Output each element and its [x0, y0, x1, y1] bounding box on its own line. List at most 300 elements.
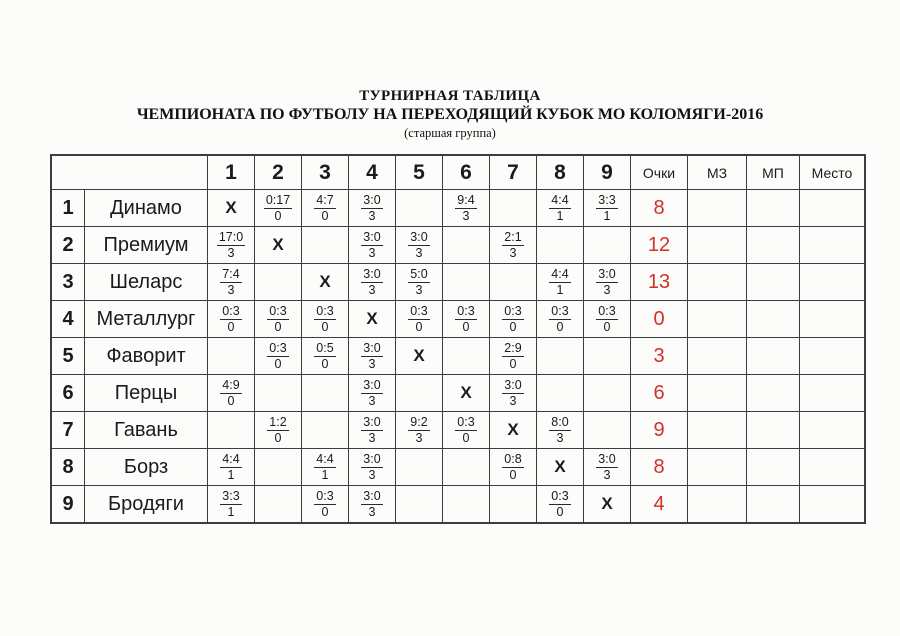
- match-result-cell: [490, 449, 537, 486]
- match-points: 3: [368, 431, 376, 445]
- match-result-cell: [537, 412, 584, 449]
- self-match-cell: [255, 227, 302, 264]
- self-match-mark: X: [272, 235, 284, 254]
- match-score: 0:3: [269, 341, 287, 355]
- match-points: 1: [227, 505, 235, 519]
- match-points: 1: [603, 209, 611, 223]
- match-points: 0: [274, 320, 282, 334]
- match-empty-cell: [396, 375, 443, 412]
- match-score: 3:0: [598, 452, 616, 466]
- match-score: 9:4: [457, 193, 475, 207]
- match-points: 3: [368, 209, 376, 223]
- match-points: 0: [415, 320, 423, 334]
- match-score: 8:0: [551, 415, 569, 429]
- match-result-cell: [537, 301, 584, 338]
- match-empty-cell: [584, 412, 631, 449]
- row-number: 9: [51, 486, 85, 524]
- match-result-cell: [584, 301, 631, 338]
- match-result-cell: [396, 412, 443, 449]
- match-result: [314, 341, 335, 371]
- match-result: [361, 415, 382, 445]
- match-result-cell: [443, 412, 490, 449]
- row-number: 8: [51, 449, 85, 486]
- match-result: [502, 378, 523, 408]
- points-total: 0: [631, 301, 688, 338]
- match-result-cell: [349, 412, 396, 449]
- match-points: 3: [368, 246, 376, 260]
- header-mp: МП: [747, 155, 800, 190]
- match-result-cell: [255, 412, 302, 449]
- match-points: 1: [556, 283, 564, 297]
- match-points: 1: [227, 468, 235, 482]
- match-score: 0:5: [316, 341, 334, 355]
- match-result: [361, 489, 382, 519]
- match-result: [455, 193, 476, 223]
- team-row-7: [51, 412, 865, 449]
- match-score: 0:3: [551, 304, 569, 318]
- match-result-cell: [302, 338, 349, 375]
- match-points: 3: [368, 394, 376, 408]
- match-points: 0: [321, 209, 329, 223]
- match-empty-cell: [255, 375, 302, 412]
- match-result: [314, 452, 335, 482]
- match-result-cell: [396, 227, 443, 264]
- match-result: [314, 304, 335, 334]
- match-result: [549, 415, 570, 445]
- match-score: 0:3: [551, 489, 569, 503]
- match-result: [502, 341, 523, 371]
- team-row-6: [51, 375, 865, 412]
- match-score: 7:4: [222, 267, 240, 281]
- self-match-cell: [537, 449, 584, 486]
- points-total: 8: [631, 449, 688, 486]
- mp-cell: [747, 375, 800, 412]
- match-result-cell: [396, 301, 443, 338]
- row-number: 3: [51, 264, 85, 301]
- header-opponent-4: 4: [349, 155, 396, 190]
- self-match-cell: [443, 375, 490, 412]
- match-score: 0:3: [222, 304, 240, 318]
- match-score: 2:1: [504, 230, 522, 244]
- match-empty-cell: [396, 449, 443, 486]
- match-score: 0:3: [316, 304, 334, 318]
- match-result: [549, 489, 570, 519]
- team-name: Фаворит: [85, 338, 208, 375]
- header-row: [51, 155, 865, 190]
- match-result-cell: [349, 486, 396, 524]
- match-result-cell: [584, 264, 631, 301]
- match-score: 3:0: [504, 378, 522, 392]
- header-opponent-2: 2: [255, 155, 302, 190]
- match-result-cell: [537, 486, 584, 524]
- match-score: 3:3: [222, 489, 240, 503]
- match-score: 3:0: [598, 267, 616, 281]
- page-title: ТУРНИРНАЯ ТАБЛИЦА: [359, 88, 541, 104]
- match-result: [502, 230, 523, 260]
- match-result: [549, 193, 570, 223]
- match-empty-cell: [490, 486, 537, 524]
- match-result: [596, 304, 617, 334]
- match-result-cell: [349, 264, 396, 301]
- match-result-cell: [490, 338, 537, 375]
- table-body: [51, 190, 865, 524]
- mz-cell: [688, 190, 747, 227]
- match-result-cell: [349, 190, 396, 227]
- match-empty-cell: [396, 486, 443, 524]
- points-total: 3: [631, 338, 688, 375]
- row-number: 7: [51, 412, 85, 449]
- team-name: Динамо: [85, 190, 208, 227]
- header-place: Место: [800, 155, 866, 190]
- match-score: 17:0: [218, 230, 244, 244]
- match-result: [361, 341, 382, 371]
- mz-cell: [688, 486, 747, 524]
- match-result-cell: [490, 301, 537, 338]
- match-points: 3: [556, 431, 564, 445]
- self-match-cell: [208, 190, 255, 227]
- match-result: [314, 193, 335, 223]
- match-score: 1:2: [269, 415, 287, 429]
- match-result: [217, 230, 245, 260]
- match-result: [408, 230, 429, 260]
- mz-cell: [688, 375, 747, 412]
- match-result-cell: [349, 227, 396, 264]
- match-score: 0:3: [269, 304, 287, 318]
- match-empty-cell: [584, 375, 631, 412]
- match-result-cell: [584, 190, 631, 227]
- match-result: [220, 378, 241, 408]
- match-score: 3:0: [363, 267, 381, 281]
- match-points: 3: [603, 283, 611, 297]
- match-result-cell: [208, 264, 255, 301]
- match-score: 5:0: [410, 267, 428, 281]
- self-match-cell: [490, 412, 537, 449]
- match-result: [549, 267, 570, 297]
- match-score: 3:0: [363, 193, 381, 207]
- match-score: 3:0: [363, 378, 381, 392]
- match-points: 0: [321, 320, 329, 334]
- points-total: 13: [631, 264, 688, 301]
- match-points: 0: [274, 209, 282, 223]
- match-score: 4:4: [551, 267, 569, 281]
- team-name: Бродяги: [85, 486, 208, 524]
- match-score: 3:0: [363, 415, 381, 429]
- match-points: 0: [321, 357, 329, 371]
- match-result: [267, 415, 288, 445]
- place-cell: [800, 486, 866, 524]
- match-points: 0: [509, 468, 517, 482]
- team-row-2: [51, 227, 865, 264]
- match-points: 3: [368, 357, 376, 371]
- match-result-cell: [302, 449, 349, 486]
- match-points: 3: [368, 283, 376, 297]
- mp-cell: [747, 227, 800, 264]
- match-result: [220, 267, 241, 297]
- match-score: 9:2: [410, 415, 428, 429]
- match-points: 0: [274, 431, 282, 445]
- team-name: Гавань: [85, 412, 208, 449]
- match-points: 0: [509, 357, 517, 371]
- self-match-cell: [302, 264, 349, 301]
- team-name: Борз: [85, 449, 208, 486]
- match-result-cell: [302, 190, 349, 227]
- self-match-mark: X: [460, 383, 472, 402]
- team-row-1: [51, 190, 865, 227]
- match-empty-cell: [443, 264, 490, 301]
- team-name: Перцы: [85, 375, 208, 412]
- match-score: 4:7: [316, 193, 334, 207]
- match-points: 0: [321, 505, 329, 519]
- team-name: Премиум: [85, 227, 208, 264]
- points-total: 8: [631, 190, 688, 227]
- place-cell: [800, 264, 866, 301]
- match-result: [596, 267, 617, 297]
- match-result: [264, 193, 292, 223]
- match-empty-cell: [255, 264, 302, 301]
- match-result: [220, 489, 241, 519]
- match-points: 0: [462, 431, 470, 445]
- points-total: 6: [631, 375, 688, 412]
- match-result-cell: [349, 375, 396, 412]
- match-points: 3: [227, 283, 235, 297]
- match-result-cell: [302, 486, 349, 524]
- header-mz: МЗ: [688, 155, 747, 190]
- match-points: 3: [509, 394, 517, 408]
- page-subtitle: ЧЕМПИОНАТА ПО ФУТБОЛУ НА ПЕРЕХОДЯЩИЙ КУБОК МО КОЛОМЯГИ-2016: [136, 106, 764, 123]
- mz-cell: [688, 227, 747, 264]
- match-result-cell: [255, 338, 302, 375]
- match-score: 3:3: [598, 193, 616, 207]
- place-cell: [800, 338, 866, 375]
- team-row-8: [51, 449, 865, 486]
- mz-cell: [688, 338, 747, 375]
- match-result-cell: [396, 264, 443, 301]
- place-cell: [800, 190, 866, 227]
- match-result: [408, 267, 429, 297]
- match-points: 3: [227, 246, 235, 260]
- match-empty-cell: [302, 227, 349, 264]
- self-match-mark: X: [507, 420, 519, 439]
- match-result: [361, 230, 382, 260]
- match-empty-cell: [255, 449, 302, 486]
- match-result: [220, 304, 241, 334]
- match-empty-cell: [443, 486, 490, 524]
- match-score: 2:9: [504, 341, 522, 355]
- team-row-4: [51, 301, 865, 338]
- match-result: [408, 415, 429, 445]
- match-result-cell: [255, 190, 302, 227]
- match-result-cell: [208, 486, 255, 524]
- mz-cell: [688, 264, 747, 301]
- header-opponent-3: 3: [302, 155, 349, 190]
- mp-cell: [747, 264, 800, 301]
- match-empty-cell: [490, 264, 537, 301]
- team-name: Металлург: [85, 301, 208, 338]
- match-score: 0:3: [410, 304, 428, 318]
- match-points: 0: [227, 320, 235, 334]
- match-result-cell: [349, 338, 396, 375]
- match-result: [549, 304, 570, 334]
- match-points: 3: [603, 468, 611, 482]
- match-empty-cell: [584, 227, 631, 264]
- match-result: [314, 489, 335, 519]
- match-result-cell: [208, 301, 255, 338]
- match-points: 3: [368, 468, 376, 482]
- match-empty-cell: [208, 338, 255, 375]
- match-empty-cell: [396, 190, 443, 227]
- match-points: 0: [462, 320, 470, 334]
- match-score: 4:4: [551, 193, 569, 207]
- self-match-mark: X: [554, 457, 566, 476]
- match-empty-cell: [255, 486, 302, 524]
- header-points: Очки: [631, 155, 688, 190]
- mp-cell: [747, 486, 800, 524]
- header-opponent-7: 7: [490, 155, 537, 190]
- match-result: [455, 304, 476, 334]
- match-result: [267, 304, 288, 334]
- match-score: 3:0: [363, 230, 381, 244]
- match-result: [596, 452, 617, 482]
- match-score: 0:3: [457, 415, 475, 429]
- match-result-cell: [584, 449, 631, 486]
- match-score: 0:8: [504, 452, 522, 466]
- match-points: 0: [556, 505, 564, 519]
- match-score: 3:0: [363, 341, 381, 355]
- match-empty-cell: [302, 412, 349, 449]
- title-block: [0, 0, 900, 141]
- row-number: 6: [51, 375, 85, 412]
- mp-cell: [747, 449, 800, 486]
- team-name: Шеларс: [85, 264, 208, 301]
- match-points: 3: [368, 505, 376, 519]
- team-row-5: [51, 338, 865, 375]
- match-points: 0: [556, 320, 564, 334]
- team-row-9: [51, 486, 865, 524]
- self-match-mark: X: [225, 198, 237, 217]
- match-points: 0: [603, 320, 611, 334]
- match-points: 1: [556, 209, 564, 223]
- points-total: 9: [631, 412, 688, 449]
- place-cell: [800, 301, 866, 338]
- match-points: 3: [415, 246, 423, 260]
- match-score: 0:3: [598, 304, 616, 318]
- match-result: [361, 193, 382, 223]
- match-score: 0:3: [504, 304, 522, 318]
- match-empty-cell: [443, 227, 490, 264]
- match-empty-cell: [537, 227, 584, 264]
- mp-cell: [747, 190, 800, 227]
- match-score: 0:3: [316, 489, 334, 503]
- match-result: [502, 304, 523, 334]
- place-cell: [800, 227, 866, 264]
- self-match-mark: X: [366, 309, 378, 328]
- match-empty-cell: [537, 375, 584, 412]
- page-group-label: (старшая группа): [404, 126, 496, 140]
- match-score: 4:4: [316, 452, 334, 466]
- header-opponent-8: 8: [537, 155, 584, 190]
- header-opponent-9: 9: [584, 155, 631, 190]
- match-score: 3:0: [363, 489, 381, 503]
- place-cell: [800, 412, 866, 449]
- match-result: [361, 452, 382, 482]
- match-result-cell: [443, 190, 490, 227]
- match-points: 3: [509, 246, 517, 260]
- match-points: 3: [415, 283, 423, 297]
- match-score: 0:17: [265, 193, 291, 207]
- place-cell: [800, 449, 866, 486]
- match-result-cell: [490, 227, 537, 264]
- match-empty-cell: [443, 449, 490, 486]
- match-points: 3: [415, 431, 423, 445]
- match-result-cell: [208, 227, 255, 264]
- match-result: [267, 341, 288, 371]
- match-result: [455, 415, 476, 445]
- self-match-mark: X: [601, 494, 613, 513]
- self-match-cell: [584, 486, 631, 524]
- table-header: [51, 155, 865, 190]
- points-total: 4: [631, 486, 688, 524]
- match-result-cell: [349, 449, 396, 486]
- match-result: [361, 267, 382, 297]
- match-score: 3:0: [363, 452, 381, 466]
- row-number: 4: [51, 301, 85, 338]
- row-number: 5: [51, 338, 85, 375]
- self-match-mark: X: [319, 272, 331, 291]
- match-score: 4:4: [222, 452, 240, 466]
- match-result-cell: [302, 301, 349, 338]
- mz-cell: [688, 412, 747, 449]
- match-result-cell: [537, 264, 584, 301]
- match-points: 0: [509, 320, 517, 334]
- match-score: 4:9: [222, 378, 240, 392]
- match-empty-cell: [584, 338, 631, 375]
- mz-cell: [688, 301, 747, 338]
- match-empty-cell: [537, 338, 584, 375]
- match-empty-cell: [443, 338, 490, 375]
- header-opponent-5: 5: [396, 155, 443, 190]
- match-points: 1: [321, 468, 329, 482]
- self-match-cell: [396, 338, 443, 375]
- match-score: 3:0: [410, 230, 428, 244]
- match-result-cell: [255, 301, 302, 338]
- match-result: [361, 378, 382, 408]
- match-result: [220, 452, 241, 482]
- place-cell: [800, 375, 866, 412]
- points-total: 12: [631, 227, 688, 264]
- match-result: [408, 304, 429, 334]
- match-result: [502, 452, 523, 482]
- header-opponent-1: 1: [208, 155, 255, 190]
- match-empty-cell: [490, 190, 537, 227]
- match-result-cell: [208, 375, 255, 412]
- mp-cell: [747, 412, 800, 449]
- match-result: [596, 193, 617, 223]
- match-result-cell: [208, 449, 255, 486]
- match-empty-cell: [302, 375, 349, 412]
- header-opponent-6: 6: [443, 155, 490, 190]
- mz-cell: [688, 449, 747, 486]
- match-empty-cell: [208, 412, 255, 449]
- mp-cell: [747, 338, 800, 375]
- match-result-cell: [490, 375, 537, 412]
- match-points: 0: [227, 394, 235, 408]
- match-points: 3: [462, 209, 470, 223]
- match-result-cell: [443, 301, 490, 338]
- self-match-cell: [349, 301, 396, 338]
- mp-cell: [747, 301, 800, 338]
- row-number: 1: [51, 190, 85, 227]
- row-number: 2: [51, 227, 85, 264]
